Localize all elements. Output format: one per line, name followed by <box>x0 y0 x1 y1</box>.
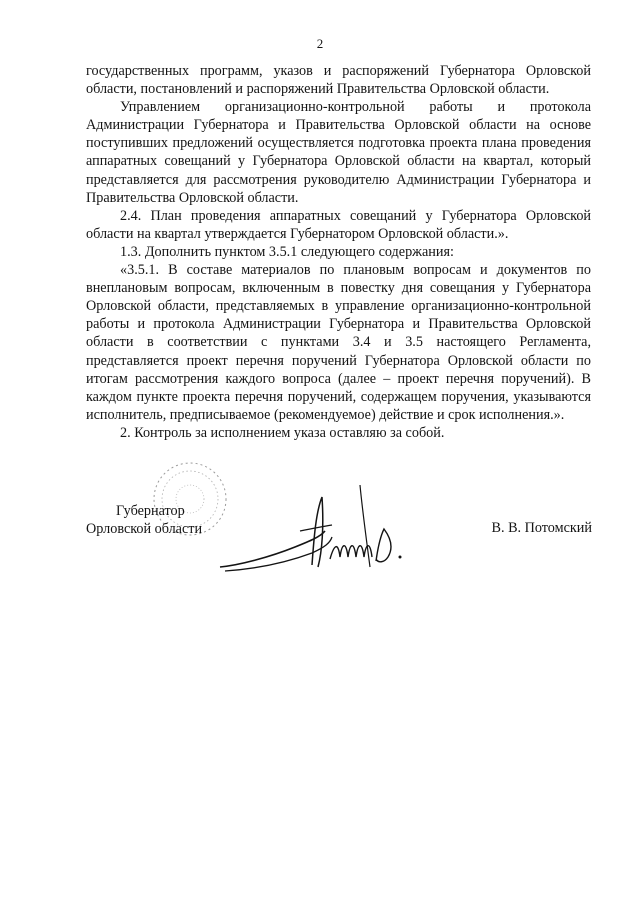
paragraph-department-preparation: Управлением организационно-контрольной работы и протокола Администрации Губернатора и Правительства Орловской области на основе поступивших предложений осуществляется подготовка проекта плана проведения аппаратных совещаний у Губернатора Орловской области на квартал, который представляется для рассмотрения руководителю Администрации Губернатора и Правительства Орловской области. <box>86 99 591 206</box>
signer-title-line1: Губернатор <box>116 503 185 519</box>
page-number: 2 <box>316 36 324 51</box>
paragraph-item-1-3: 1.3. Дополнить пунктом 3.5.1 следующего содержания: <box>120 243 454 260</box>
signer-name: В. В. Потомский <box>491 520 592 536</box>
signature-area <box>0 455 640 595</box>
paragraph-continuation: государственных программ, указов и распоряжений Губернатора Орловской области, постановлений и распоряжений Правительства Орловской области. <box>86 63 591 98</box>
document-body <box>86 62 591 442</box>
signer-title-line2: Орловской области <box>86 521 203 538</box>
handwritten-signature-icon <box>200 467 420 587</box>
paragraph-item-2-4: 2.4. План проведения аппаратных совещаний у Губернатора Орловской области на квартал утверждается Губернатором Орловской области.». <box>86 207 591 242</box>
signer-title <box>86 502 202 538</box>
paragraph-item-2-control: 2. Контроль за исполнением указа оставляю за собой. <box>120 424 445 441</box>
paragraph-item-3-5-1: «3.5.1. В составе материалов по плановым вопросам и документов по внеплановым вопросам, включенным в повестку дня совещания у Губернатора Орловской области, представляемых в управление организационно-контрольной работы и протокола Администрации Губернатора и Правительства Орловской области в соответствии с пунктами 3.4 и 3.5 настоящего Регламента, представляется проект перечня поручений Губернатора Орловской области по итогам рассмотрения каждого вопроса (далее – проект перечня поручений). В каждом пункте проекта перечня поручений, содержащем поручения, указываются исполнитель, предписываемое (рекомендуемое) действие и срок исполнения.». <box>86 262 591 423</box>
